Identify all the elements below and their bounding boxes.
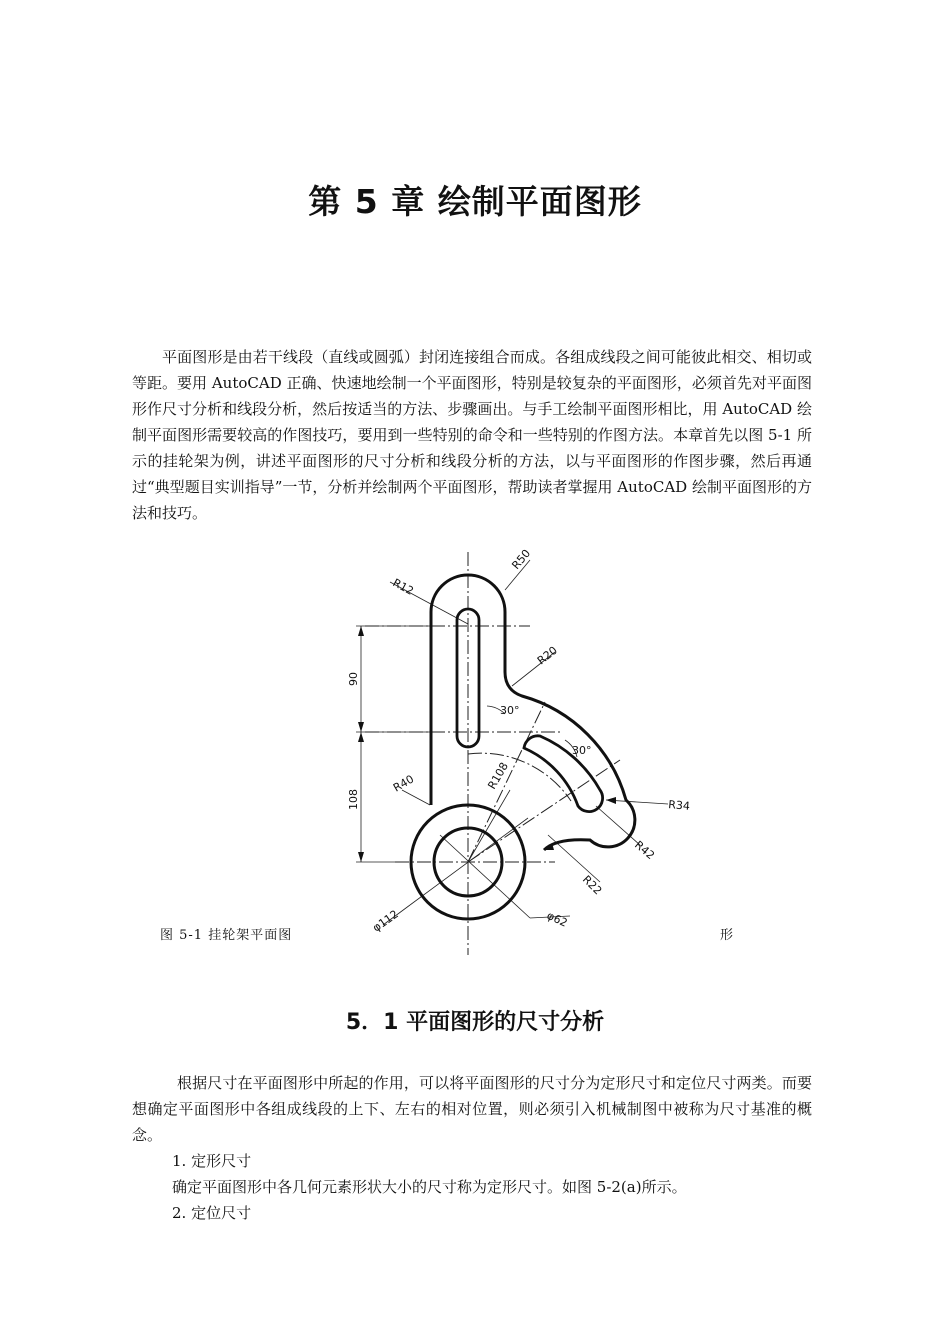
item2-label: 2. 定位尺寸 bbox=[172, 1204, 252, 1222]
dim-r34: R34 bbox=[667, 798, 691, 813]
intro-text: 平面图形是由若干线段（直线或圆弧）封闭连接组合而成。各组成线段之间可能彼此相交、相切或等距。要用 AutoCAD 正确、快速地绘制一个平面图形，特别是较复杂的平面图形，必须首先对平面图形作尺寸分析和线段分析，然后按适当的方法、步骤画出。与手工绘制平面图形相比，用 AutoCAD 绘制平面图形需要较高的作图技巧，要用到一些特别的命令和一些特别的作图方法。本章首先以图 5-1 所示的挂轮架为例，讲述平面图形的尺寸分析和线段分析的方法，以与平面图形的作图步骤，然后再通过“典型题目实训指导”一节，分析并绘制两个平面图形，帮助读者掌握用 AutoCAD 绘制平面图形的方法和技巧。 bbox=[132, 348, 812, 522]
intro-paragraph bbox=[132, 344, 812, 526]
dim-r12: R12 bbox=[390, 576, 416, 598]
dim-r42: R42 bbox=[632, 838, 658, 863]
dim-r40: R40 bbox=[391, 772, 417, 795]
chapter-title: 第 5 章 绘制平面图形 bbox=[308, 182, 642, 221]
item1-label: 1. 定形尺寸 bbox=[172, 1152, 252, 1170]
dim-angle-lower: 30° bbox=[572, 744, 592, 757]
figure-caption-tail: 形 bbox=[720, 928, 734, 943]
dim-phi112: φ112 bbox=[370, 907, 401, 935]
section-title: 5．1 平面图形的尺寸分析 bbox=[345, 1010, 605, 1035]
dim-108: 108 bbox=[347, 789, 360, 810]
dim-90: 90 bbox=[347, 672, 360, 686]
figure-caption: 图 5-1 挂轮架平面图 bbox=[160, 928, 293, 943]
dim-phi62: φ62 bbox=[544, 908, 570, 930]
item1-text: 确定平面图形中各几何元素形状大小的尺寸称为定形尺寸。如图 5-2(a)所示。 bbox=[172, 1178, 687, 1196]
dim-angle-upper: 30° bbox=[500, 704, 520, 717]
dim-r22: R22 bbox=[579, 872, 605, 898]
dim-r20: R20 bbox=[534, 643, 560, 668]
dim-r50: R50 bbox=[509, 546, 534, 572]
dim-r108: R108 bbox=[485, 760, 511, 792]
section-paragraph: 根据尺寸在平面图形中所起的作用，可以将平面图形的尺寸分为定形尺寸和定位尺寸两类。而要想确定平面图形中各组成线段的上下、左右的相对位置，则必须引入机械制图中被称为尺寸基准的概念。 bbox=[132, 1074, 812, 1144]
slots bbox=[457, 609, 603, 812]
dimension-lines bbox=[356, 560, 668, 925]
hanger-drawing bbox=[347, 546, 700, 960]
section-body bbox=[132, 1070, 812, 1226]
